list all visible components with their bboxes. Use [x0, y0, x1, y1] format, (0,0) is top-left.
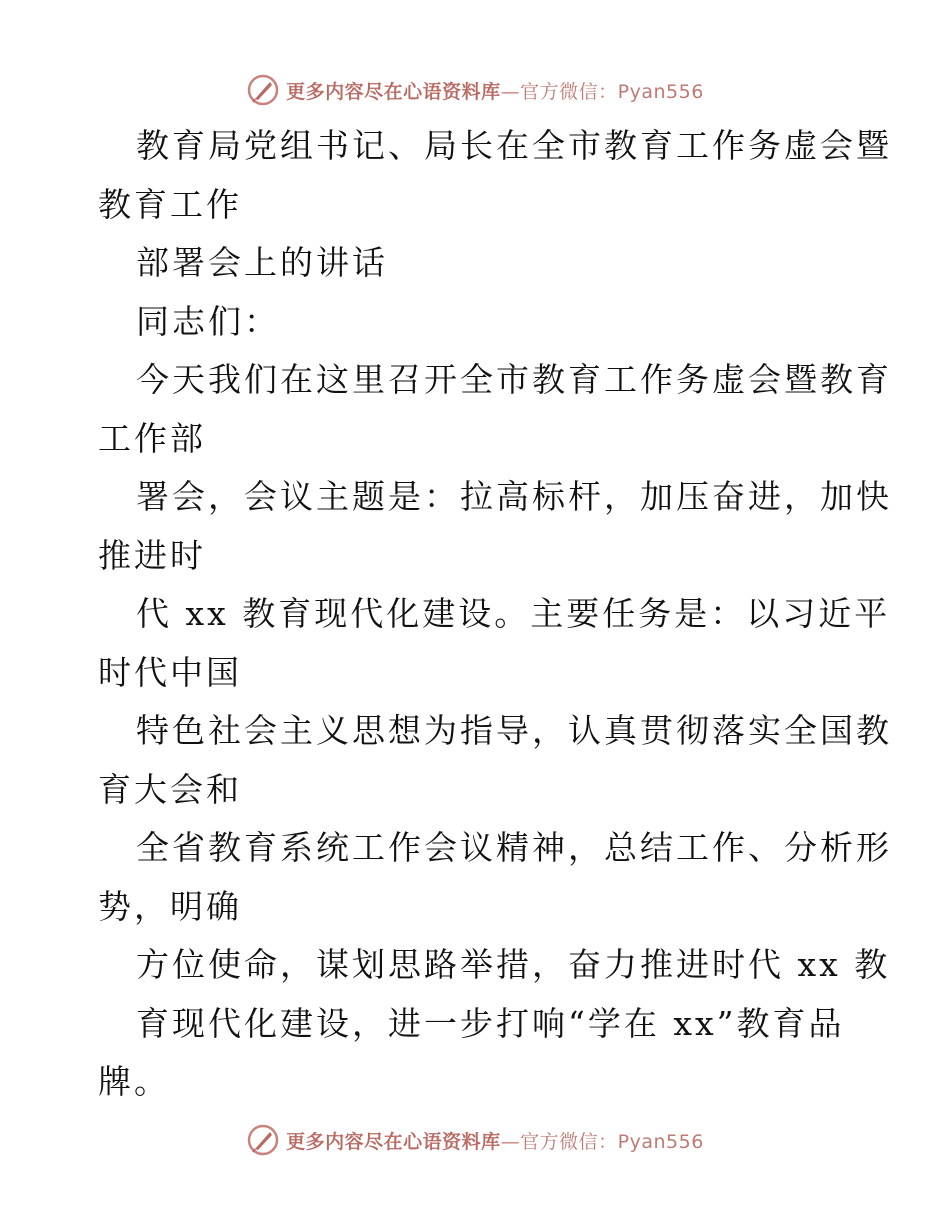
- banner-wechat: 官方微信：Pyan556: [520, 80, 704, 103]
- banner-text: [286, 77, 704, 104]
- banner-brand: 更多内容尽在心语资料库: [286, 80, 501, 103]
- text-line: 工作部: [98, 418, 206, 458]
- footer-banner: [0, 1120, 950, 1160]
- text-line: 势，明确: [98, 886, 242, 926]
- text-line: 特色社会主义思想为指导，认真贯彻落实全国教: [136, 711, 892, 750]
- text-line: 时代中国: [98, 652, 242, 692]
- quill-logo-icon: [246, 1123, 280, 1157]
- text-line: 方位使命，谋划思路举措，奋力推进时代 xx 教: [136, 945, 891, 984]
- text-line: 育现代化建设，进一步打响“学在 xx”教育品: [136, 1003, 845, 1043]
- document-body: [98, 117, 892, 1112]
- quill-logo-icon: [246, 73, 280, 107]
- text-line: 全省教育系统工作会议精神，总结工作、分析形: [136, 828, 892, 867]
- banner-separator: —: [500, 80, 521, 103]
- banner-brand: 更多内容尽在心语资料库: [286, 1130, 501, 1153]
- text-line: 推进时: [98, 535, 206, 575]
- text-line: 教育工作: [98, 184, 242, 224]
- text-line: 牌。: [98, 1062, 170, 1101]
- banner-wechat: 官方微信：Pyan556: [520, 1130, 704, 1153]
- banner-text: [286, 1127, 704, 1154]
- banner-separator: —: [500, 1130, 521, 1153]
- text-line: 同志们：: [136, 301, 280, 341]
- text-line: 代 xx 教育现代化建设。主要任务是：以习近平: [136, 594, 891, 633]
- header-banner: [0, 70, 950, 110]
- text-line: 署会，会议主题是：拉高标杆，加压奋进，加快: [136, 477, 892, 516]
- text-line: 育大会和: [98, 769, 242, 809]
- text-line: 教育局党组书记、局长在全市教育工作务虚会暨: [136, 126, 892, 165]
- text-line: 部署会上的讲话: [136, 243, 388, 282]
- text-line: 今天我们在这里召开全市教育工作务虚会暨教育: [136, 360, 892, 399]
